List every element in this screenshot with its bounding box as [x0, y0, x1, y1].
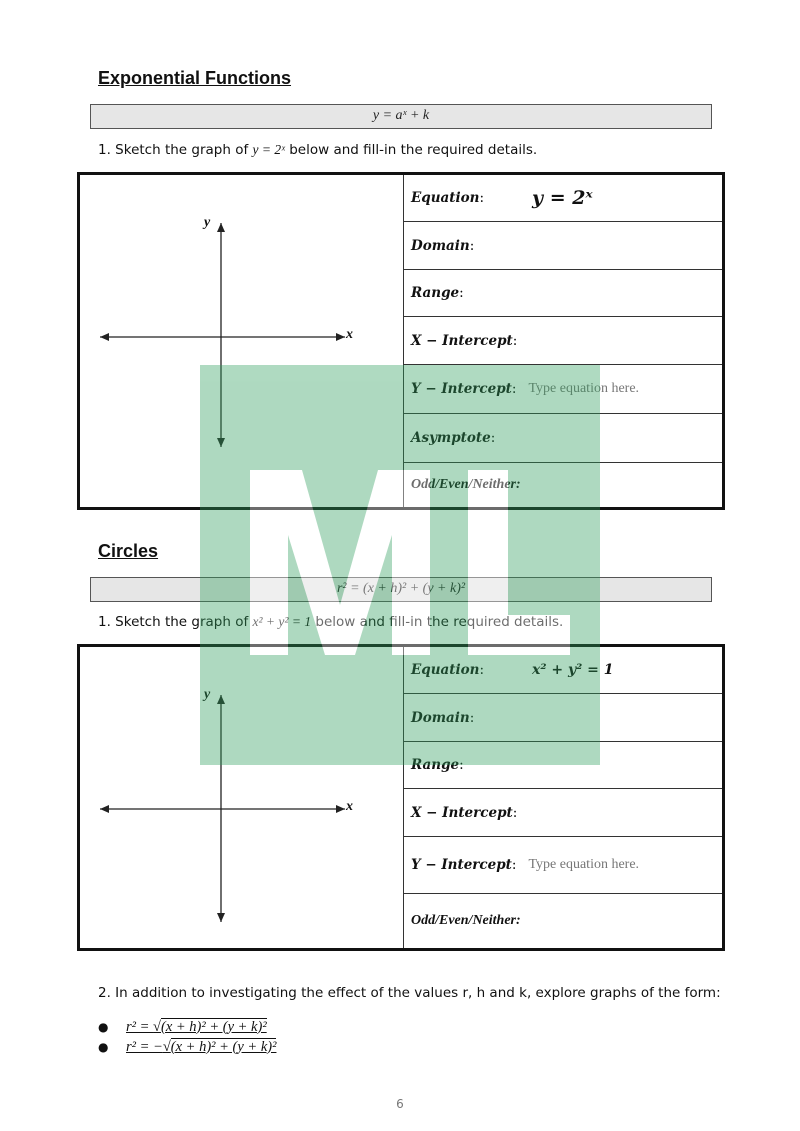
details-table	[404, 647, 722, 948]
odd-even-label: Odd/Even/Neither:	[411, 913, 521, 928]
question-2-text: 2. In addition to investigating the effect of the values r, h and k, explore graphs of the form:	[98, 985, 721, 1001]
graph-details-box	[77, 644, 725, 951]
list-item	[98, 1017, 276, 1037]
form-lhs: r² =	[126, 1018, 154, 1035]
equation-value: y = 2ˣ	[532, 187, 593, 209]
row-equation: Equation : y = 2ˣ	[404, 175, 722, 222]
page-number: 6	[396, 1097, 404, 1111]
domain-label: Domain	[411, 237, 470, 254]
row-range[interactable]: Range :	[404, 742, 722, 789]
cartesian-axes	[80, 647, 401, 948]
form-radicand: (x + h)² + (y + k)²	[170, 1038, 277, 1055]
sketch-area[interactable]	[80, 175, 404, 507]
instruction-math: y = 2ˣ	[252, 142, 285, 157]
row-x-intercept[interactable]: X − Intercept :	[404, 317, 722, 365]
y-intercept-placeholder[interactable]: Type equation here.	[528, 381, 640, 396]
instruction-suffix: below and fill-in the required details.	[284, 142, 538, 158]
x-intercept-label: X − Intercept	[411, 804, 513, 821]
sqrt-icon: √	[162, 1038, 171, 1055]
form-expression	[126, 1039, 276, 1056]
row-domain[interactable]: Domain :	[404, 694, 722, 742]
section-heading-exponential: Exponential Functions	[98, 68, 292, 88]
equation-label: Equation	[411, 190, 480, 206]
odd-even-label: Odd/Even/Neither:	[411, 477, 521, 492]
row-x-intercept[interactable]: X − Intercept :	[404, 789, 722, 837]
row-odd-even[interactable]	[404, 463, 722, 507]
instruction-text	[98, 142, 537, 158]
details-table	[404, 175, 722, 507]
equation-label: Equation	[411, 662, 480, 678]
asymptote-label: Asymptote	[411, 430, 491, 446]
instruction-text	[98, 614, 563, 630]
graph-details-box	[77, 172, 725, 510]
form-radicand: (x + h)² + (y + k)²	[161, 1018, 267, 1035]
list-item	[98, 1037, 276, 1057]
x-axis-label: x	[346, 327, 353, 342]
bullet-icon: ●	[98, 1020, 109, 1034]
row-y-intercept[interactable]: Y − Intercept : Type equation here.	[404, 837, 722, 894]
row-equation: Equation : x² + y² = 1	[404, 647, 722, 694]
range-label: Range	[411, 285, 460, 301]
row-domain[interactable]: Domain :	[404, 222, 722, 270]
y-intercept-label: Y − Intercept	[411, 381, 512, 397]
general-form-bar: y = aˣ + k	[90, 104, 712, 129]
y-intercept-label: Y − Intercept	[411, 857, 512, 873]
instruction-suffix: below and fill-in the required details.	[311, 614, 564, 630]
row-odd-even[interactable]	[404, 894, 722, 948]
section-heading-circles: Circles	[98, 541, 159, 561]
x-axis-label: x	[346, 799, 353, 814]
instruction-prefix: 1. Sketch the graph of	[98, 142, 253, 158]
x-intercept-label: X − Intercept	[411, 332, 513, 349]
instruction-prefix: 1. Sketch the graph of	[98, 614, 253, 630]
equation-value: x² + y² = 1	[532, 662, 614, 678]
bullet-icon: ●	[98, 1040, 109, 1054]
row-y-intercept[interactable]: Y − Intercept : Type equation here.	[404, 365, 722, 414]
y-axis-label: y	[204, 215, 211, 230]
domain-label: Domain	[411, 709, 470, 726]
range-label: Range	[411, 757, 460, 773]
form-expression	[126, 1019, 267, 1036]
instruction-math: x² + y² = 1	[252, 614, 312, 629]
sketch-area[interactable]	[80, 647, 404, 948]
row-range[interactable]: Range :	[404, 270, 722, 317]
sqrt-icon: √	[153, 1018, 161, 1035]
general-form-bar: r² = (x + h)² + (y + k)²	[90, 577, 712, 602]
form-lhs: r² = −	[126, 1038, 163, 1055]
y-intercept-placeholder[interactable]: Type equation here.	[528, 857, 640, 872]
y-axis-label: y	[204, 687, 211, 702]
form-list	[98, 1017, 276, 1057]
row-asymptote[interactable]: Asymptote :	[404, 414, 722, 463]
